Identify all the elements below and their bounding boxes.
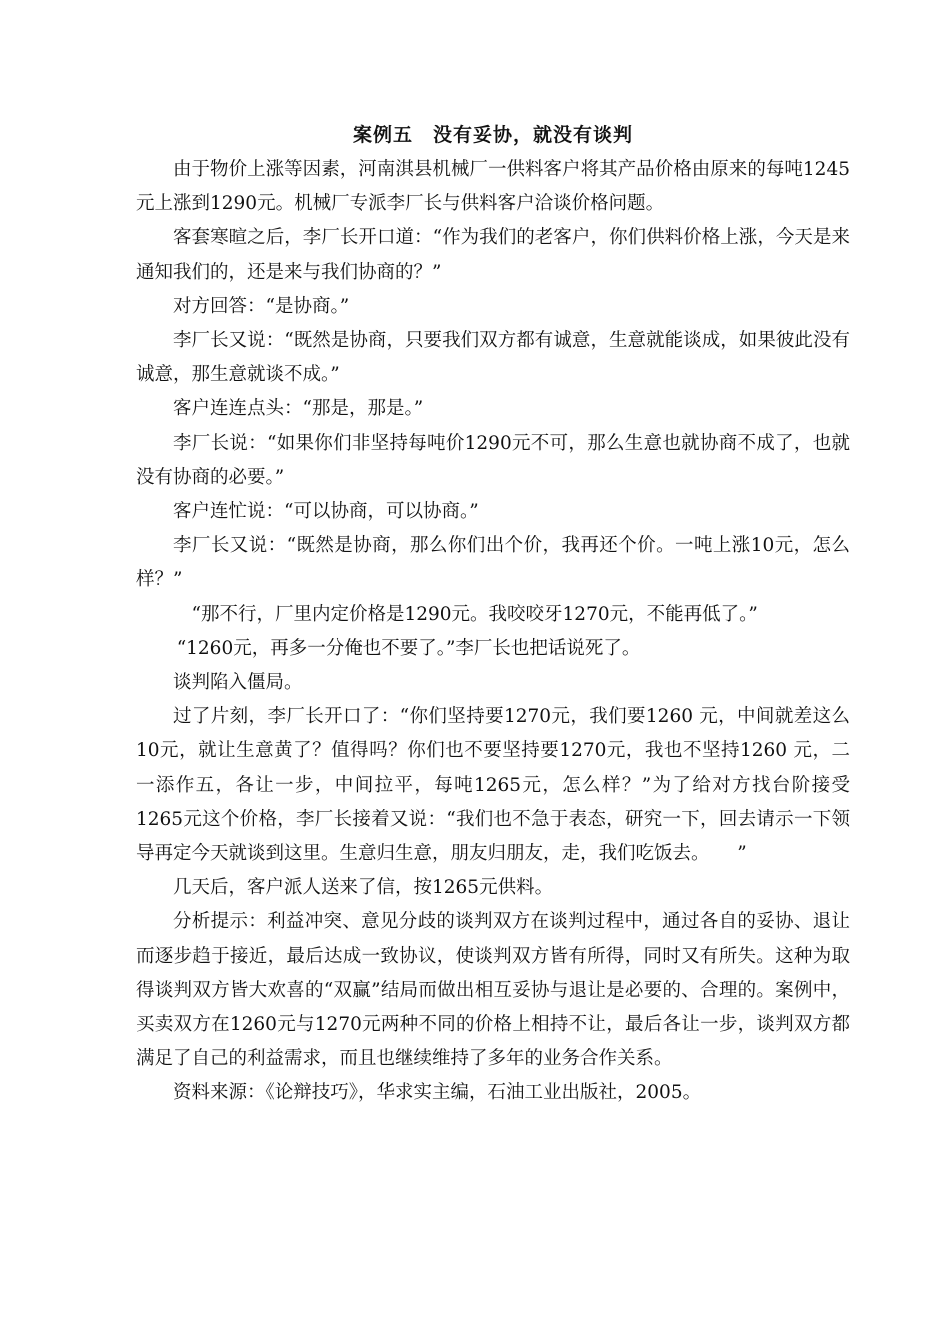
page-title: 案例五 没有妥协，就没有谈判 bbox=[352, 124, 633, 146]
paragraph: 由于物价上涨等因素，河南淇县机械厂一供料客户将其产品价格由原来的每吨1245元上涨到1290元。机械厂专派李厂长与供料客户洽谈价格问题。 bbox=[136, 159, 850, 215]
paragraph: “那不行，厂里内定价格是1290元。我咬咬牙1270元，不能再低了。” bbox=[191, 603, 758, 625]
paragraph: 过了片刻，李厂长开口了：“你们坚持要1270元，我们要1260 元，中间就差这么10元，就让生意黄了？值得吗？你们也不要坚持要1270元，我也不坚持1260 元，二一添作五，各让一步，中间拉平，每吨1265元，怎么样？”为了给对方找台阶接受1265元这个价格，李厂长接着又说：“我们也不急于表态，研究一下，回去请示一下领导再定今天就谈到这里。生意归生意，朋友归朋友，走，我们吃饭去。 ” bbox=[136, 706, 850, 865]
paragraph: “1260元，再多一分俺也不要了。”李厂长也把话说死了。 bbox=[176, 637, 641, 659]
paragraph: 几天后，客户派人送来了信，按1265元供料。 bbox=[173, 877, 554, 899]
paragraph: 客套寒暄之后，李厂长开口道：“作为我们的老客户，你们供料价格上涨，今天是来通知我们的，还是来与我们协商的？” bbox=[136, 227, 850, 283]
paragraph: 李厂长又说：“既然是协商，只要我们双方都有诚意，生意就能谈成，如果彼此没有诚意，那生意就谈不成。” bbox=[136, 330, 850, 386]
paragraph: 谈判陷入僵局。 bbox=[173, 672, 303, 694]
paragraph: 资料来源：《论辩技巧》，华求实主编，石油工业出版社，2005。 bbox=[173, 1082, 702, 1104]
paragraph: 分析提示：利益冲突、意见分歧的谈判双方在谈判过程中，通过各自的妥协、退让而逐步趋于接近，最后达成一致协议，使谈判双方皆有所得，同时又有所失。这种为取得谈判双方皆大欢喜的“双赢”结局而做出相互妥协与退让是必要的、合理的。案例中，买卖双方在1260元与1270元两种不同的价格上相持不让，最后各让一步，谈判双方都满足了自己的利益需求，而且也继续维持了多年的业务合作关系。 bbox=[136, 911, 850, 1070]
paragraph: 客户连忙说：“可以协商，可以协商。” bbox=[173, 501, 479, 523]
paragraph: 对方回答：“是协商。” bbox=[173, 295, 350, 317]
document-body bbox=[136, 153, 850, 1111]
paragraph: 李厂长又说：“既然是协商，那么你们出个价，我再还个价。一吨上涨10元，怎么样？” bbox=[136, 535, 850, 591]
paragraph: 李厂长说：“如果你们非坚持每吨价1290元不可，那么生意也就协商不成了，也就没有协商的必要。” bbox=[136, 432, 850, 488]
paragraph: 客户连连点头：“那是，那是。” bbox=[173, 398, 424, 420]
